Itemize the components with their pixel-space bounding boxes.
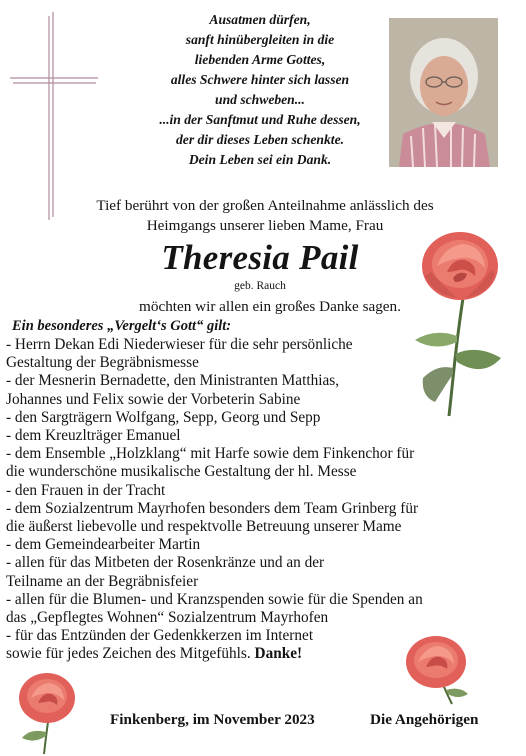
deceased-name: Theresia Pail bbox=[161, 238, 359, 277]
poem-line: und schweben... bbox=[215, 92, 305, 107]
intro-line: Tief berührt von der großen Anteilnahme anlässlich des bbox=[96, 197, 434, 214]
intro-line: Heimgangs unserer lieben Mame, Frau bbox=[146, 217, 384, 234]
cross-icon bbox=[8, 12, 100, 222]
list-item: - Herrn Dekan Edi Niederwieser für die sehr persönliche Gestaltung der Begräbnismesse bbox=[6, 336, 353, 372]
list-item: - der Mesnerin Bernadette, den Ministranten Matthias, Johannes und Felix sowie der Vorbeterin Sabine bbox=[6, 372, 340, 408]
poem-line: alles Schwere hinter sich lassen bbox=[170, 72, 350, 87]
list-item: - dem Gemeindearbeiter Martin bbox=[6, 536, 201, 554]
list-item: - dem Kreuzlträger Emanuel bbox=[6, 427, 181, 445]
thanks-line: möchten wir allen ein großes Danke sagen. bbox=[139, 298, 401, 315]
list-item: - allen für die Blumen- und Kranzspenden sowie für die Spenden an das „Gepflegtes Wohnen“ Sozialzentrum Mayrhofen bbox=[6, 590, 423, 627]
portrait-photo bbox=[389, 18, 498, 167]
vergelts-gott-heading: Ein besonderes „Vergelt‘s Gott“ gilt: bbox=[12, 318, 232, 334]
list-item: - den Frauen in der Tracht bbox=[6, 481, 166, 499]
birth-name: geb. Rauch bbox=[234, 280, 286, 292]
list-item: - für das Entzünden der Gedenkkerzen im Internet sowie für jedes Zeichen des Mitgefühls. Danke! bbox=[6, 627, 314, 663]
signoff: Die Angehörigen bbox=[370, 711, 479, 728]
poem-line: sanft hinübergleiten in die bbox=[185, 32, 335, 47]
poem-line: Ausatmen dürfen, bbox=[209, 12, 311, 27]
poem-line: ...in der Sanftmut und Ruhe dessen, bbox=[159, 112, 361, 127]
rose-icon bbox=[16, 670, 78, 754]
thanks-list bbox=[6, 336, 496, 664]
memorial-poem bbox=[110, 10, 410, 170]
place-date: Finkenberg, im November 2023 bbox=[110, 711, 315, 728]
list-item: - dem Ensemble „Holzklang“ mit Harfe sowie dem Finkenchor für die wunderschöne musikalische Gestaltung der hl. Messe bbox=[6, 445, 415, 481]
list-item: - den Sargträgern Wolfgang, Sepp, Georg und Sepp bbox=[6, 408, 321, 426]
rose-icon bbox=[402, 632, 474, 706]
poem-line: Dein Leben sei ein Dank. bbox=[188, 152, 332, 167]
closing-word: Danke! bbox=[254, 645, 303, 663]
list-item: - dem Sozialzentrum Mayrhofen besonders dem Team Grinberg für die äußerst liebevolle und respektvolle Betreuung unserer Mame bbox=[6, 499, 419, 536]
poem-line: der dir dieses Leben schenkte. bbox=[175, 132, 344, 147]
poem-line: liebenden Arme Gottes, bbox=[194, 52, 326, 67]
list-item: - allen für das Mitbeten der Rosenkränze und an der Teilname an der Begräbnisfeier bbox=[6, 554, 325, 590]
